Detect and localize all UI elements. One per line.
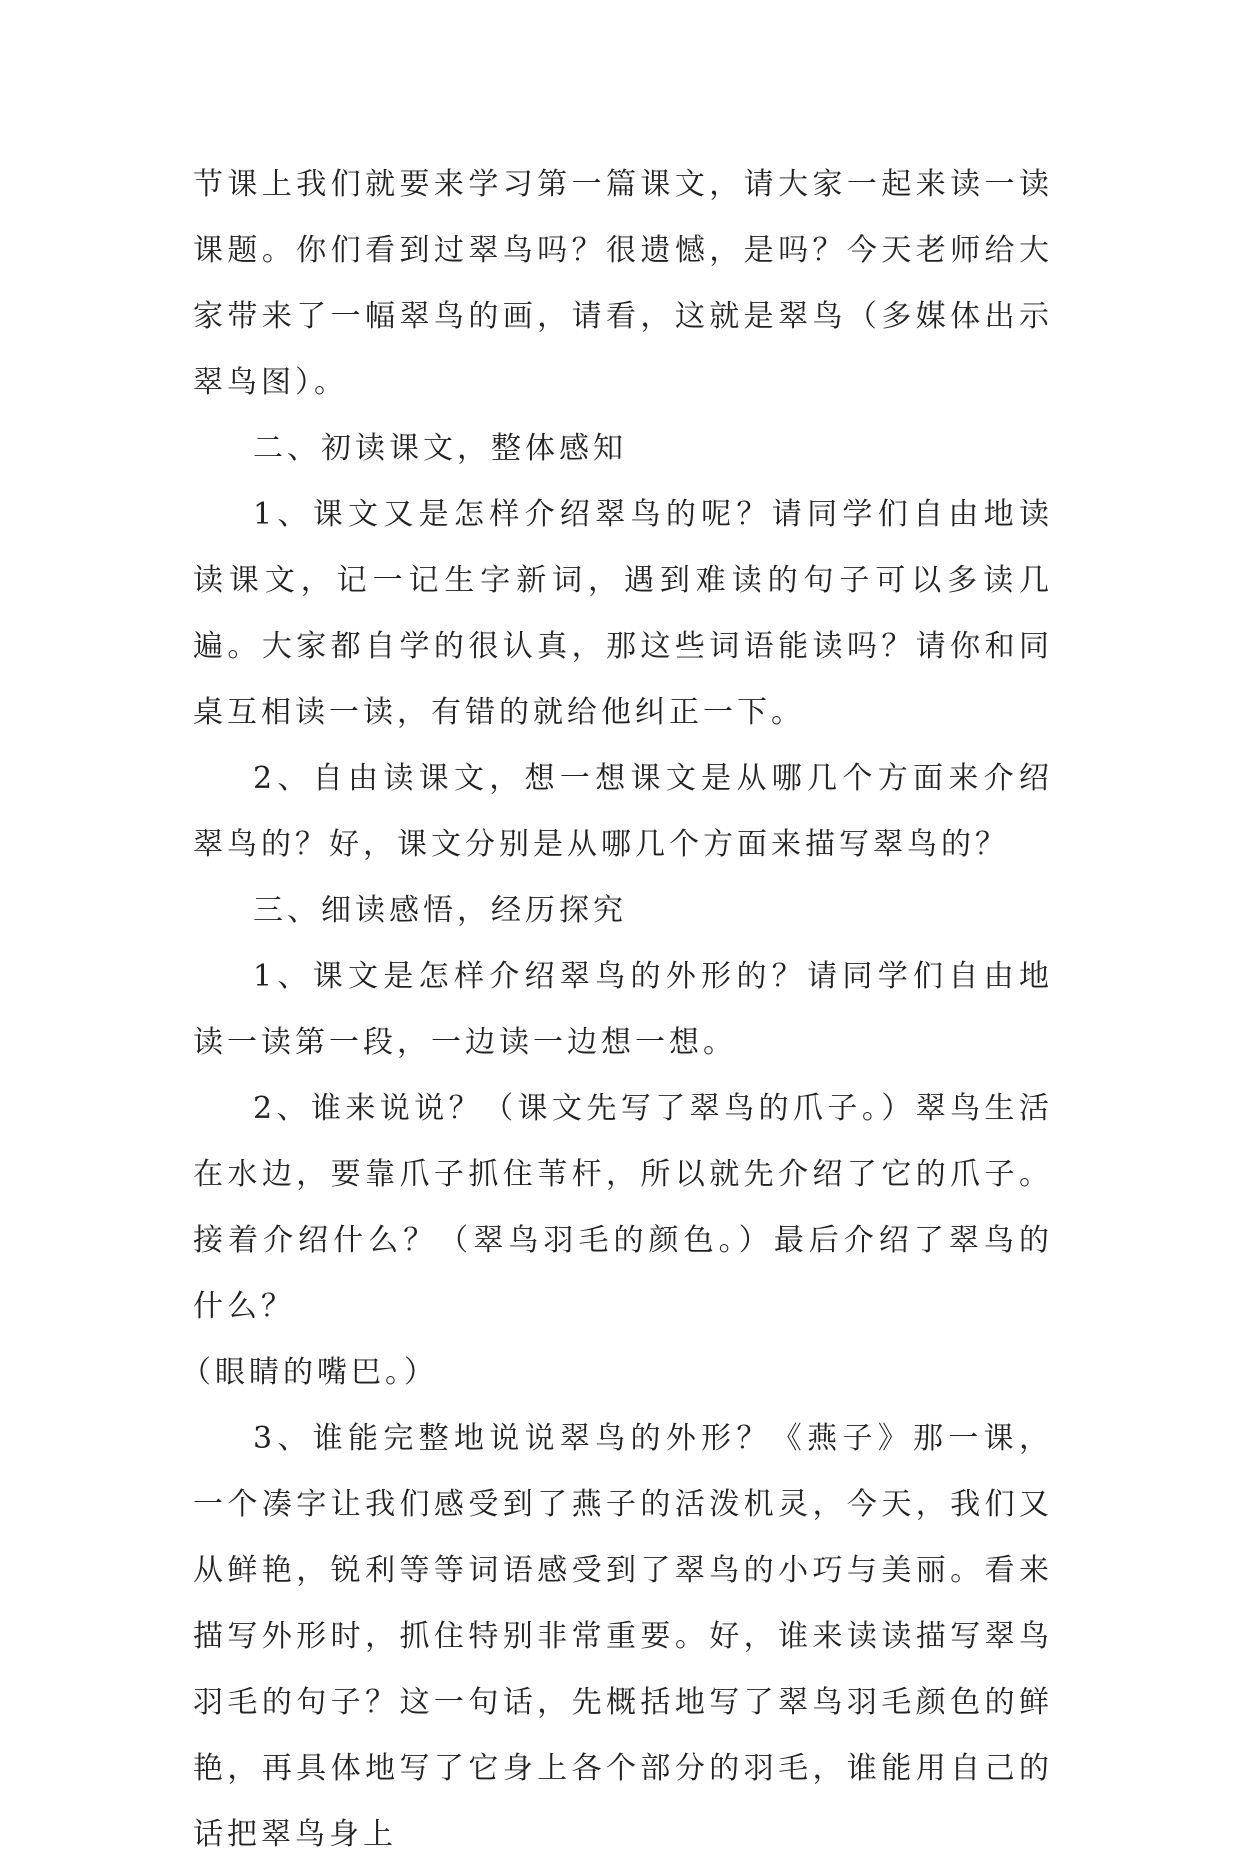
paragraph-2-1: 1、课文又是怎样介绍翠鸟的呢？请同学们自由地读读课文，记一记生字新词，遇到难读的句子可以多读几遍。大家都自学的很认真，那这些词语能读吗？请你和同桌互相读一读，有错的就给他纠正一下。 [193,497,1053,730]
paragraph-3-1: 1、课文是怎样介绍翠鸟的外形的？请同学们自由地读一读第一段，一边读一边想一想。 [193,959,1053,1060]
paragraph-intro: 节课上我们就要来学习第一篇课文，请大家一起来读一读课题。你们看到过翠鸟吗？很遗憾，是吗？今天老师给大家带来了一幅翠鸟的画，请看，这就是翠鸟（多媒体出示翠鸟图）。 [193,167,1053,400]
document-body [181,152,1053,1868]
paragraph-2-2: 2、自由读课文，想一想课文是从哪几个方面来介绍翠鸟的？好，课文分别是从哪几个方面来描写翠鸟的？ [193,761,1053,862]
paragraph-3-3: 3、谁能完整地说说翠鸟的外形？《燕子》那一课，一个凑字让我们感受到了燕子的活泼机灵，今天，我们又从鲜艳，锐利等等词语感受到了翠鸟的小巧与美丽。看来描写外形时，抓住特别非常重要。好，谁来读读描写翠鸟羽毛的句子？这一句话，先概括地写了翠鸟羽毛颜色的鲜艳，再具体地写了它身上各个部分的羽毛，谁能用自己的话把翠鸟身上 [193,1421,1053,1852]
paragraph-3-2: 2、谁来说说？（课文先写了翠鸟的爪子。）翠鸟生活在水边，要靠爪子抓住苇杆，所以就先介绍了它的爪子。接着介绍什么？（翠鸟羽毛的颜色。）最后介绍了翠鸟的什么？ [193,1091,1053,1324]
paragraph-3-2-answer: （眼睛的嘴巴。） [181,1355,438,1390]
section-heading-3: 三、细读感悟，经历探究 [253,893,627,928]
section-heading-2: 二、初读课文，整体感知 [253,431,627,466]
